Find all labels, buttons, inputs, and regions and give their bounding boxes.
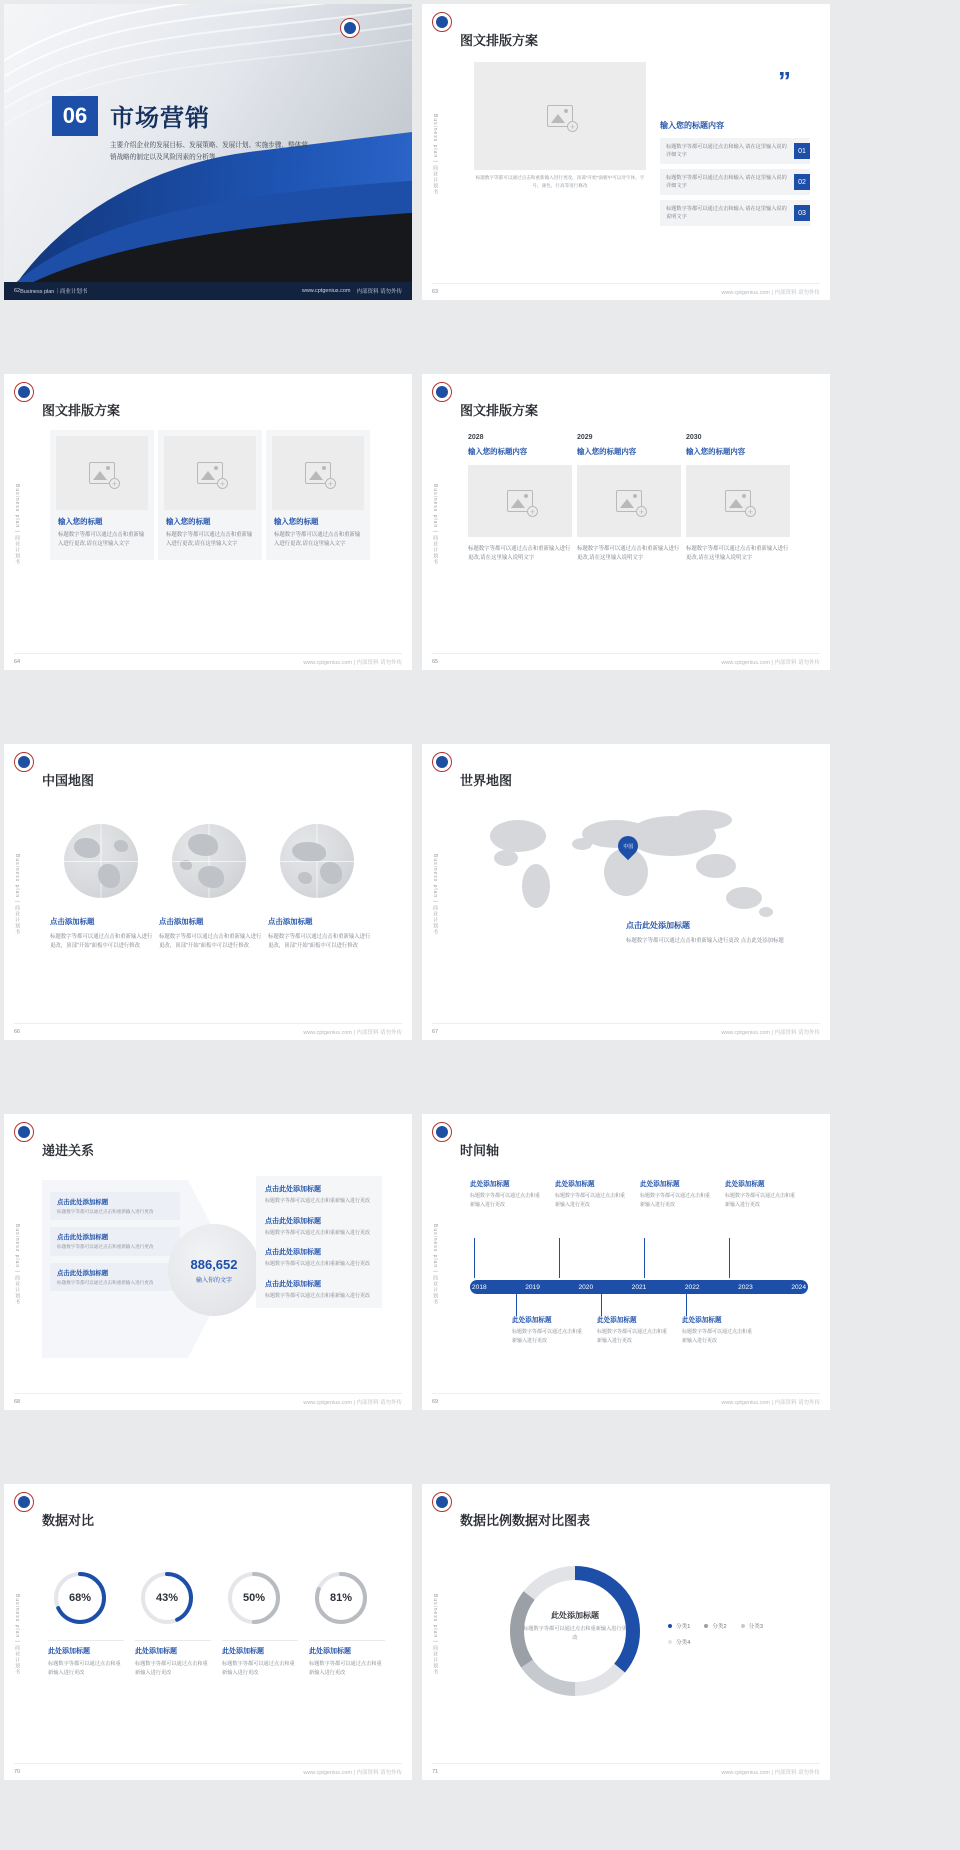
footer-site: www.cptgenius.com [303, 660, 352, 666]
slide-data-comparison[interactable] [4, 1484, 412, 1780]
center-text: 标题数字等都可以通过点击和重新输入进行更改 [523, 1626, 627, 1641]
slide-image-text-1[interactable] [422, 4, 830, 300]
footer-note: 内部资料 请勿外传 [356, 1770, 402, 1776]
timeline-item-top[interactable] [725, 1178, 799, 1210]
item-heading: 点击此处添加标题 [57, 1199, 109, 1206]
image-placeholder[interactable] [56, 436, 148, 510]
timeline-item-top[interactable] [470, 1178, 544, 1210]
item-heading: 此处添加标题 [222, 1648, 264, 1655]
footer-note: 内部资料 请勿外传 [774, 660, 820, 666]
slide-timeline[interactable] [422, 1114, 830, 1410]
school-emblem-logo [14, 1122, 34, 1142]
page-title: 递进关系 [42, 1143, 95, 1158]
gauge-value: 68% [68, 1592, 92, 1604]
footer-site: www.cptgenius.com [721, 1030, 770, 1036]
item-text: 标题数字等都可以通过点击和重新输入进行更改 [265, 1198, 371, 1204]
numbered-list [660, 138, 810, 231]
page-title: 数据对比 [42, 1513, 95, 1528]
item-heading: 点击此处添加标题 [57, 1234, 109, 1242]
item-heading: 点击此处添加标题 [265, 1217, 321, 1225]
year-pill[interactable]: 2024 [791, 1283, 806, 1291]
item-text: 标题数字等都可以通过点击和重新输入进行更改 [265, 1292, 371, 1299]
year-pill[interactable]: 2020 [578, 1283, 594, 1291]
page-title: 图文排版方案 [460, 403, 539, 418]
item-heading: 点击此处添加标题 [265, 1249, 321, 1256]
pin-label: 中国 [622, 843, 634, 850]
year-pill[interactable]: 2018 [472, 1283, 487, 1291]
slide-footer: 65 www.cptgenius.com | 内部资料 请勿外传 [432, 659, 820, 666]
side-label: Business plan | 商业计划书 [14, 1224, 20, 1306]
map-column[interactable] [159, 916, 263, 951]
item-heading: 此处添加标题 [309, 1648, 351, 1655]
column-text: 标题数字等都可以通过点击和重新输入进行更改，顶部"开始"面板中可以进行修改 [50, 934, 153, 950]
image-icon [547, 105, 576, 132]
school-emblem-logo [432, 752, 452, 772]
column-heading: 输入您的标题内容 [468, 447, 528, 456]
slide-progressive-relation[interactable] [4, 1114, 412, 1410]
page-title: 中国地图 [42, 773, 95, 788]
footer-site: www.cptgenius.com [721, 660, 770, 666]
footer-site: www.cptgenius.com [303, 1030, 352, 1036]
column-heading: 点击添加标题 [50, 917, 95, 926]
slide-ratio-donut[interactable] [422, 1484, 830, 1780]
add-image-icon[interactable]: + [636, 506, 647, 517]
item-text: 标题数字等都可以通过点击和重新输入进行更改 [265, 1261, 371, 1267]
card[interactable] [266, 430, 370, 560]
side-label: Business plan | 商业计划书 [432, 114, 438, 196]
item-text: 标题数字等都可以通过点击和重新输入进行更改 [135, 1661, 208, 1677]
column-heading: 输入您的标题内容 [577, 447, 637, 456]
list-item[interactable] [660, 138, 810, 164]
image-caption: 标题数字等都可以通过点击和重新输入进行更改，顶部"开始"面板中可以对字体、字号、颜色、行高等进行修改 [475, 175, 645, 189]
card-heading: 输入您的标题 [166, 517, 211, 526]
column-heading: 点击添加标题 [159, 917, 204, 926]
image-icon [725, 490, 754, 517]
highlight-text: 输入你的文字 [195, 1277, 232, 1284]
item-text: 标题数字等都可以通过点击和重新输入进行更改 [57, 1209, 154, 1214]
column-text: 标题数字等都可以通过点击和重新输入进行更改,请在这里输入说明文字 [468, 546, 571, 562]
slide-footer: 70 www.cptgenius.com | 内部资料 请勿外传 [14, 1769, 402, 1776]
legend-label: 分类2 [712, 1624, 727, 1630]
highlight-circle [168, 1224, 260, 1316]
item-text: 标题数字等都可以通过点击和重新输入进行更改 [725, 1193, 796, 1208]
legend-item[interactable] [668, 1622, 690, 1630]
legend-item[interactable] [741, 1622, 763, 1630]
add-image-icon[interactable]: + [567, 121, 578, 132]
page-title: 图文排版方案 [460, 33, 539, 48]
footer-note: 内部资料 请勿外传 [356, 1030, 402, 1036]
callout-text: 标题数字等都可以通过点击和重新输入进行更改 点击此处添加标题 [626, 938, 784, 944]
list-item-text: 标题数字等都可以通过点击和输入 请在这里输入说的详细文字 [666, 143, 787, 158]
item-heading: 点击此处添加标题 [265, 1186, 321, 1193]
center-heading: 此处添加标题 [551, 1611, 599, 1620]
page-title: 图文排版方案 [42, 403, 121, 418]
gauge-caption[interactable] [135, 1646, 211, 1678]
timeline-item-bottom[interactable] [597, 1314, 671, 1346]
item-text: 标题数字等都可以通过点击和重新输入进行更改 [265, 1229, 371, 1236]
slide-footer: 64 www.cptgenius.com | 内部资料 请勿外传 [14, 659, 402, 666]
page-number: 65 [432, 659, 439, 665]
slide-footer: 69 www.cptgenius.com | 内部资料 请勿外传 [432, 1399, 820, 1406]
timeline-item-bottom[interactable] [682, 1314, 756, 1346]
item-heading: 点击此处添加标题 [265, 1280, 321, 1288]
image-icon [89, 462, 118, 489]
image-icon [507, 490, 536, 517]
image-placeholder[interactable] [164, 436, 256, 510]
page-number: 71 [432, 1769, 439, 1775]
card-text: 标题数字等都可以通过点击和重新输入进行更改,请在这里输入文字 [274, 532, 361, 548]
add-image-icon[interactable]: + [745, 506, 756, 517]
globe-graphic [64, 824, 138, 898]
side-label: Business plan | 商业计划书 [14, 854, 20, 936]
school-emblem-logo [432, 1492, 452, 1512]
gauge-caption[interactable] [309, 1646, 385, 1678]
year-label: 2028 [468, 434, 484, 441]
item-heading: 此处添加标题 [512, 1317, 552, 1324]
gauge-caption[interactable] [48, 1646, 124, 1678]
column-text: 标题数字等都可以通过点击和重新输入进行更改,请在这里输入说明文字 [577, 546, 680, 562]
page-number: 68 [14, 1399, 21, 1405]
add-image-icon[interactable]: + [217, 478, 228, 489]
timeline-years [470, 1280, 808, 1294]
list-item-text: 标题数字等都可以通过点击和输入 请在这里输入说的说明文字 [666, 205, 787, 220]
page-number: 66 [14, 1029, 21, 1035]
legend-item[interactable] [704, 1622, 726, 1630]
item-heading: 此处添加标题 [135, 1648, 177, 1655]
item-text: 标题数字等都可以通过点击和重新输入进行更改 [48, 1661, 121, 1677]
footer-site: www.cptgenius.com [303, 1400, 352, 1406]
slide-footer: 71 www.cptgenius.com | 内部资料 请勿外传 [432, 1769, 820, 1776]
school-emblem-logo [14, 1492, 34, 1512]
year-pill[interactable]: 2022 [684, 1283, 700, 1291]
footer-site: www.cptgenius.com [721, 1400, 770, 1406]
list-item[interactable] [660, 169, 810, 195]
page-title: 市场营销 [110, 105, 210, 132]
school-emblem-logo [14, 382, 34, 402]
column-text: 标题数字等都可以通过点击和重新输入进行更改，顶部"开始"面板中可以进行修改 [159, 934, 262, 950]
item-text: 标题数字等都可以通过点击和重新输入进行更改 [470, 1193, 541, 1208]
school-emblem-logo [14, 752, 34, 772]
map-column[interactable] [268, 916, 372, 951]
map-column[interactable] [50, 916, 154, 951]
slide-image-text-3[interactable] [422, 374, 830, 670]
chevron-item[interactable] [50, 1227, 180, 1255]
year-column[interactable] [686, 434, 790, 564]
card-heading: 输入您的标题 [58, 517, 103, 526]
legend-label: 分类3 [748, 1624, 763, 1630]
item-heading: 此处添加标题 [725, 1181, 765, 1188]
right-item[interactable] [265, 1184, 373, 1206]
page-number: 63 [432, 289, 439, 295]
right-item[interactable] [265, 1216, 373, 1238]
cover-description: 主要介绍企业的发展目标、发展策略、发展计划、实施步骤、整体营销战略的制定以及风险因素的分析等。 [110, 142, 308, 162]
item-number: 02 [794, 174, 810, 190]
year-pill[interactable]: 2021 [631, 1283, 647, 1291]
timeline-item-bottom[interactable] [512, 1314, 586, 1346]
footer-brand: Business plan｜商业计划书 [20, 289, 88, 295]
page-title: 数据比例数据对比图表 [460, 1513, 591, 1528]
page-number: 64 [14, 659, 21, 665]
year-label: 2029 [577, 434, 593, 441]
footer-site: www.cptgenius.com [721, 1770, 770, 1776]
chart-legend [668, 1622, 798, 1646]
item-heading: 此处添加标题 [597, 1317, 637, 1324]
image-placeholder[interactable] [474, 62, 646, 170]
item-heading: 点击此处添加标题 [57, 1269, 109, 1277]
item-text: 标题数字等都可以通过点击和重新输入进行更改 [57, 1279, 154, 1285]
right-panel[interactable] [256, 1176, 382, 1308]
legend-label: 分类1 [676, 1624, 691, 1630]
column-heading: 输入您的标题内容 [686, 447, 746, 456]
card-text: 标题数字等都可以通过点击和重新输入进行更改,请在这里输入文字 [166, 532, 253, 548]
side-label: Business plan | 商业计划书 [432, 854, 438, 936]
footer-note: 内部资料 请勿外传 [356, 660, 402, 666]
footer-note: 内部资料 请勿外传 [774, 1030, 820, 1036]
chevron-item[interactable] [50, 1263, 180, 1291]
item-text: 标题数字等都可以通过点击和重新输入进行更改 [555, 1193, 626, 1208]
section-number: 06 [52, 96, 98, 136]
school-emblem-logo [432, 1122, 452, 1142]
map-callout[interactable] [626, 920, 796, 946]
legend-item[interactable] [668, 1638, 690, 1646]
globe-graphic [172, 824, 246, 898]
image-placeholder[interactable] [577, 465, 681, 537]
chevron-item[interactable] [50, 1192, 180, 1220]
gauge-value: 81% [329, 1592, 353, 1604]
footer-note: 内部资料 请勿外传 [774, 1400, 820, 1406]
school-emblem-logo [340, 18, 360, 38]
side-label: Business plan | 商业计划书 [432, 484, 438, 566]
timeline-item-top[interactable] [555, 1178, 629, 1210]
gauge-value: 43% [155, 1592, 179, 1604]
footer-site: www.cptgenius.com [303, 1770, 352, 1776]
cover-swoosh-highlight [4, 154, 412, 300]
right-item[interactable] [265, 1247, 373, 1269]
year-pill[interactable]: 2023 [738, 1283, 753, 1291]
item-heading: 此处添加标题 [640, 1181, 680, 1188]
callout-heading: 点击此处添加标题 [626, 921, 690, 930]
year-pill[interactable]: 2019 [525, 1283, 540, 1291]
item-heading: 此处添加标题 [555, 1181, 595, 1188]
item-text: 标题数字等都可以通过点击和重新输入进行更改 [682, 1329, 753, 1344]
slide-cover[interactable] [4, 4, 412, 300]
school-emblem-logo [432, 382, 452, 402]
add-image-icon[interactable]: + [325, 478, 336, 489]
footer-note: 内部资料 请勿外传 [356, 289, 402, 295]
item-text: 标题数字等都可以通过点击和重新输入进行更改 [57, 1244, 154, 1250]
timeline-item-top[interactable] [640, 1178, 714, 1210]
column-heading: 点击添加标题 [268, 917, 313, 926]
page-title: 时间轴 [460, 1143, 500, 1158]
globe-graphic [280, 824, 354, 898]
cover-footer [4, 282, 412, 300]
image-placeholder[interactable] [272, 436, 364, 510]
image-icon [197, 462, 226, 489]
item-text: 标题数字等都可以通过点击和重新输入进行更改 [512, 1329, 583, 1344]
left-item[interactable] [50, 1192, 180, 1291]
right-item[interactable] [265, 1279, 373, 1301]
image-placeholder[interactable] [468, 465, 572, 537]
add-image-icon[interactable]: + [527, 506, 538, 517]
image-icon [616, 490, 645, 517]
card-text: 标题数字等都可以通过点击和重新输入进行更改,请在这里输入文字 [58, 532, 145, 548]
slide-image-text-2[interactable] [4, 374, 412, 670]
side-label: Business plan | 商业计划书 [432, 1594, 438, 1676]
card[interactable] [50, 430, 154, 560]
page-number: 69 [432, 1399, 439, 1405]
item-heading: 此处添加标题 [470, 1181, 510, 1188]
slide-footer: 63 www.cptgenius.com | 内部资料 请勿外传 [432, 289, 820, 296]
item-text: 标题数字等都可以通过点击和重新输入进行更改 [640, 1193, 711, 1208]
list-item[interactable] [660, 200, 810, 226]
page-number: 62 [14, 288, 21, 294]
footer-site: www.cptgenius.com [721, 290, 770, 296]
column-text: 标题数字等都可以通过点击和重新输入进行更改,请在这里输入说明文字 [686, 546, 789, 562]
donut-center-label [522, 1610, 628, 1643]
side-label: Business plan | 商业计划书 [14, 484, 20, 566]
year-column[interactable] [468, 434, 572, 564]
world-map-graphic [466, 800, 796, 930]
slide-footer: 68 www.cptgenius.com | 内部资料 请勿外传 [14, 1399, 402, 1406]
highlight-number: 886,652 [190, 1256, 238, 1272]
footer-note: 内部资料 请勿外传 [774, 1770, 820, 1776]
image-placeholder[interactable] [686, 465, 790, 537]
column-text: 标题数字等都可以通过点击和重新输入进行更改，顶部"开始"面板中可以进行修改 [268, 934, 371, 950]
image-icon [305, 462, 334, 489]
year-column[interactable] [577, 434, 681, 564]
list-item-text: 标题数字等都可以通过点击和输入 请在这里输入说的详细文字 [666, 174, 787, 189]
gauge-value: 50% [242, 1592, 266, 1604]
quote-icon: ” [778, 66, 791, 96]
gauge-caption[interactable] [222, 1646, 298, 1678]
footer-note: 内部资料 请勿外传 [774, 290, 820, 296]
item-text: 标题数字等都可以通过点击和重新输入进行更改 [222, 1661, 295, 1677]
page-number: 70 [14, 1769, 21, 1775]
side-label: Business plan | 商业计划书 [432, 1224, 438, 1306]
section-heading: 输入您的标题内容 [660, 121, 724, 130]
slide-world-map[interactable] [422, 744, 830, 1040]
page-number: 67 [432, 1029, 439, 1035]
item-number: 01 [794, 143, 810, 159]
item-heading: 此处添加标题 [48, 1648, 90, 1655]
card-heading: 输入您的标题 [274, 517, 319, 526]
item-number: 03 [794, 205, 810, 221]
footer-site: www.cptgenius.com [301, 288, 351, 294]
card[interactable] [158, 430, 262, 560]
item-heading: 此处添加标题 [682, 1317, 722, 1324]
add-image-icon[interactable]: + [109, 478, 120, 489]
school-emblem-logo [432, 12, 452, 32]
item-text: 标题数字等都可以通过点击和重新输入进行更改 [597, 1329, 668, 1344]
slide-footer: 66 www.cptgenius.com | 内部资料 请勿外传 [14, 1029, 402, 1036]
year-label: 2030 [686, 434, 702, 441]
slide-china-map[interactable] [4, 744, 412, 1040]
item-text: 标题数字等都可以通过点击和重新输入进行更改 [309, 1661, 382, 1677]
slide-footer: 67 www.cptgenius.com | 内部资料 请勿外传 [432, 1029, 820, 1036]
footer-note: 内部资料 请勿外传 [356, 1400, 402, 1406]
page-title: 世界地图 [460, 773, 513, 788]
side-label: Business plan | 商业计划书 [14, 1594, 20, 1676]
legend-label: 分类4 [676, 1640, 691, 1646]
